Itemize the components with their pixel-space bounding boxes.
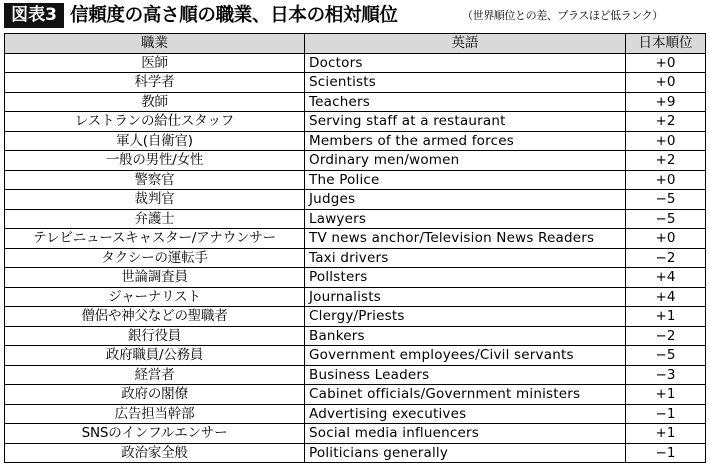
japan-rank-cell: −3 bbox=[626, 365, 706, 385]
occupation-ja-cell: レストランの給仕スタッフ bbox=[5, 112, 305, 132]
japan-rank-cell: +1 bbox=[626, 385, 706, 405]
table-row bbox=[5, 112, 706, 132]
japan-rank-cell: +4 bbox=[626, 287, 706, 307]
table-row bbox=[5, 92, 706, 112]
occupation-en-cell: Taxi drivers bbox=[305, 248, 626, 268]
occupation-en-cell: The Police bbox=[305, 170, 626, 190]
occupation-ja-cell: テレビニュースキャスター/アナウンサー bbox=[5, 229, 305, 249]
occupation-en-cell: Journalists bbox=[305, 287, 626, 307]
occupation-ja-cell: 経営者 bbox=[5, 365, 305, 385]
occupation-en-cell: Doctors bbox=[305, 53, 626, 73]
occupation-en-cell: Pollsters bbox=[305, 268, 626, 288]
table-row bbox=[5, 268, 706, 288]
occupation-en-cell: Cabinet officials/Government ministers bbox=[305, 385, 626, 405]
occupation-ja-cell: 軍人(自衛官) bbox=[5, 131, 305, 151]
japan-rank-cell: +4 bbox=[626, 268, 706, 288]
occupation-en-cell: Advertising executives bbox=[305, 404, 626, 424]
occupation-ja-cell: 裁判官 bbox=[5, 190, 305, 210]
column-header-english: 英語 bbox=[305, 34, 626, 54]
occupation-en-cell: Teachers bbox=[305, 92, 626, 112]
japan-rank-cell: +0 bbox=[626, 53, 706, 73]
japan-rank-cell: +9 bbox=[626, 92, 706, 112]
table-row bbox=[5, 131, 706, 151]
japan-rank-cell: −5 bbox=[626, 346, 706, 366]
japan-rank-cell: +0 bbox=[626, 73, 706, 93]
page-title: 信頼度の高さ順の職業、日本の相対順位 bbox=[70, 5, 398, 26]
japan-rank-cell: +1 bbox=[626, 424, 706, 444]
occupation-en-cell: Scientists bbox=[305, 73, 626, 93]
occupation-ja-cell: 科学者 bbox=[5, 73, 305, 93]
japan-rank-cell: −2 bbox=[626, 326, 706, 346]
table-row bbox=[5, 53, 706, 73]
japan-rank-cell: −1 bbox=[626, 404, 706, 424]
occupation-en-cell: Government employees/Civil servants bbox=[305, 346, 626, 366]
japan-rank-cell: −5 bbox=[626, 190, 706, 210]
occupation-ja-cell: 一般の男性/女性 bbox=[5, 151, 305, 171]
table-body bbox=[5, 53, 706, 463]
occupation-en-cell: Lawyers bbox=[305, 209, 626, 229]
figure-label: 図表3 bbox=[4, 3, 64, 28]
table-row bbox=[5, 190, 706, 210]
occupation-en-cell: Judges bbox=[305, 190, 626, 210]
occupation-ja-cell: 医師 bbox=[5, 53, 305, 73]
japan-rank-cell: +0 bbox=[626, 131, 706, 151]
occupation-ja-cell: 僧侶や神父などの聖職者 bbox=[5, 307, 305, 327]
table-row bbox=[5, 385, 706, 405]
column-header-occupation: 職業 bbox=[5, 34, 305, 54]
japan-rank-cell: −1 bbox=[626, 443, 706, 463]
occupation-ja-cell: 世論調査員 bbox=[5, 268, 305, 288]
occupation-ja-cell: SNSのインフルエンサー bbox=[5, 424, 305, 444]
occupation-ja-cell: タクシーの運転手 bbox=[5, 248, 305, 268]
table-row bbox=[5, 229, 706, 249]
table-row bbox=[5, 346, 706, 366]
japan-rank-cell: +2 bbox=[626, 112, 706, 132]
table-header-row bbox=[5, 34, 706, 54]
occupation-en-cell: Politicians generally bbox=[305, 443, 626, 463]
occupation-trust-table bbox=[4, 33, 706, 463]
table-row bbox=[5, 307, 706, 327]
occupation-ja-cell: 弁護士 bbox=[5, 209, 305, 229]
occupation-en-cell: Members of the armed forces bbox=[305, 131, 626, 151]
page-subtitle: （世界順位との差、プラスほど低ランク） bbox=[462, 9, 663, 22]
occupation-ja-cell: 政府職員/公務員 bbox=[5, 346, 305, 366]
occupation-en-cell: Ordinary men/women bbox=[305, 151, 626, 171]
japan-rank-cell: +0 bbox=[626, 229, 706, 249]
table-row bbox=[5, 443, 706, 463]
table-row bbox=[5, 151, 706, 171]
occupation-ja-cell: 銀行役員 bbox=[5, 326, 305, 346]
table-row bbox=[5, 365, 706, 385]
table-row bbox=[5, 170, 706, 190]
japan-rank-cell: −5 bbox=[626, 209, 706, 229]
japan-rank-cell: +1 bbox=[626, 307, 706, 327]
table-row bbox=[5, 73, 706, 93]
table-row bbox=[5, 287, 706, 307]
column-header-japan-rank: 日本順位 bbox=[626, 34, 706, 54]
occupation-ja-cell: 政治家全般 bbox=[5, 443, 305, 463]
occupation-en-cell: Social media influencers bbox=[305, 424, 626, 444]
occupation-ja-cell: 教師 bbox=[5, 92, 305, 112]
occupation-ja-cell: ジャーナリスト bbox=[5, 287, 305, 307]
occupation-en-cell: Business Leaders bbox=[305, 365, 626, 385]
occupation-ja-cell: 政府の閣僚 bbox=[5, 385, 305, 405]
japan-rank-cell: +2 bbox=[626, 151, 706, 171]
japan-rank-cell: +0 bbox=[626, 170, 706, 190]
occupation-en-cell: Bankers bbox=[305, 326, 626, 346]
table-row bbox=[5, 326, 706, 346]
table-row bbox=[5, 424, 706, 444]
occupation-en-cell: Serving staff at a restaurant bbox=[305, 112, 626, 132]
table-row bbox=[5, 248, 706, 268]
occupation-ja-cell: 広告担当幹部 bbox=[5, 404, 305, 424]
occupation-ja-cell: 警察官 bbox=[5, 170, 305, 190]
occupation-en-cell: Clergy/Priests bbox=[305, 307, 626, 327]
table-row bbox=[5, 404, 706, 424]
figure-title-bar bbox=[4, 3, 706, 29]
occupation-en-cell: TV news anchor/Television News Readers bbox=[305, 229, 626, 249]
japan-rank-cell: −2 bbox=[626, 248, 706, 268]
table-row bbox=[5, 209, 706, 229]
